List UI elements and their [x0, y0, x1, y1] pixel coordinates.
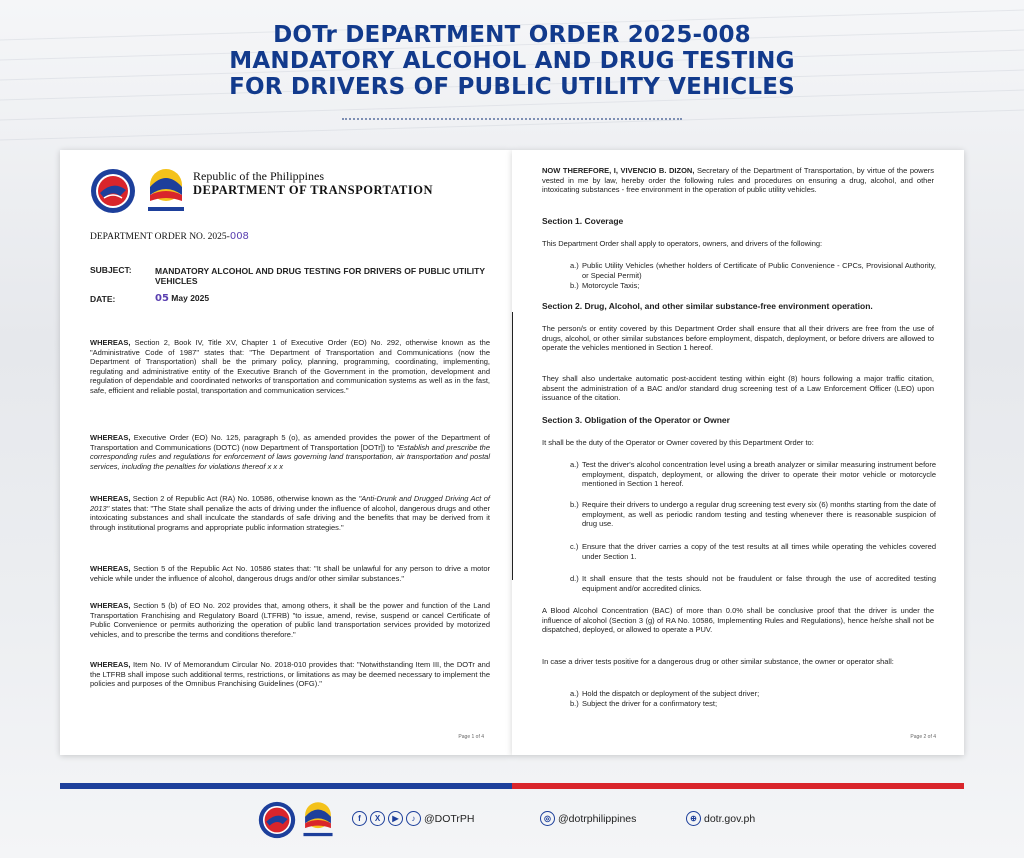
whereas-paragraph-4 [90, 564, 490, 583]
document-page-2 [512, 150, 964, 755]
positive-paragraph: In case a driver tests positive for a dangerous drug or other similar substance, the owner or operator shall: [542, 657, 894, 666]
footer [0, 795, 1024, 855]
list-text: It shall ensure that the tests should not be fraudulent or false through the use of accredited testing equipment and/or accredited clinics. [582, 574, 936, 593]
order-number-value: 008 [229, 231, 249, 242]
list-text: Hold the dispatch or deployment of the subject driver; [582, 689, 760, 698]
list-label: c.) [570, 542, 579, 551]
list-label: a.) [570, 689, 579, 698]
whereas-text: Item No. IV of Memorandum Circular No. 2018-010 provides that: "Notwithstanding Item III, the DOTr and the LTFRB shall impose such additional terms, restrictions, or limitations as may be deemed necessary to implement the policies and purposes of the Omnibus Franchising Guidelines (OFG)." [90, 660, 490, 689]
document-page-1 [60, 150, 512, 755]
bagong-pilipinas-logo-icon [300, 799, 336, 841]
list-text: Motorcycle Taxis; [582, 281, 640, 290]
section-1-text: This Department Order shall apply to operators, owners, and drivers of the following: [542, 239, 823, 248]
whereas-lead: WHEREAS, [90, 564, 131, 573]
bagong-pilipinas-logo-icon [144, 165, 188, 217]
x-twitter-icon[interactable]: X [370, 811, 385, 826]
whereas-quote: "Anti-Drunk and Drugged Driving Act of 2013" [90, 494, 490, 513]
list-text: Require their drivers to undergo a regular drug screening test every six (6) months starting from the date of employment, as well as periodic random testing and testing whenever there is reasonable suspicion of drug use. [582, 500, 936, 529]
list-label: b.) [570, 500, 579, 509]
date-value [155, 294, 209, 304]
instagram-link[interactable] [540, 811, 636, 826]
section-2-title: Section 2. Drug, Alcohol, and other similar substance-free environment operation. [542, 301, 873, 311]
whereas-lead: WHEREAS, [90, 433, 131, 442]
section-3-title: Section 3. Obligation of the Operator or Owner [542, 415, 730, 425]
list-text: Test the driver's alcohol concentration level using a breath analyzer or similar measuring instrument before employment, dispatch, deployment, or allowing the driver to operate their motor vehicle or motorcycle mentioned in Section 1 hereof. [582, 460, 936, 489]
page-number: Page 1 of 4 [458, 734, 484, 741]
page-spine-line [512, 312, 513, 580]
whereas-text-cont: states that: "The State shall penalize the acts of driving under the influence of alcohol, dangerous drugs and other intoxicating substances and shall inculcate the standards of safe driving and the benefits that may be derived from it through institutional programs and appropriate public information strategies." [90, 503, 490, 532]
instagram-handle: @dotrphilippines [558, 812, 637, 825]
list-label: d.) [570, 574, 579, 583]
title-divider [342, 118, 682, 120]
instagram-icon: ◎ [540, 811, 555, 826]
subject-text: MANDATORY ALCOHOL AND DRUG TESTING FOR DRIVERS OF PUBLIC UTILITY VEHICLES [155, 266, 485, 286]
list-label: b.) [570, 281, 579, 290]
dotrph-handle[interactable]: @DOTrPH [424, 812, 475, 825]
youtube-icon[interactable]: ▶ [388, 811, 403, 826]
whereas-quote: "Establish and prescribe the corresponding rules and regulations for enforcement of laws governing land transportation, air transportation and postal services, including the penalties for violations thereof x x x [90, 442, 490, 471]
date-label: DATE: [90, 294, 116, 304]
whereas-lead: WHEREAS, [90, 494, 131, 503]
whereas-text: Section 2 of Republic Act (RA) No. 10586, otherwise known as the [130, 494, 359, 503]
date-month-year: May 2025 [171, 293, 210, 303]
whereas-text: Executive Order (EO) No. 125, paragraph 5 (o), as amended provides the power of the Department of Transportation and Communications (DOTC) (now Department of Transportation [DOTr]) to [90, 433, 490, 452]
whereas-lead: WHEREAS, [90, 660, 131, 669]
whereas-paragraph-2 [90, 433, 490, 471]
order-number-label: DEPARTMENT ORDER NO. 2025- [90, 232, 230, 242]
title-line-1: DOTr DEPARTMENT ORDER 2025-008 [273, 22, 751, 48]
whereas-text: Section 5 of the Republic Act No. 10586 states that: "It shall be unlawful for any person to drive a motor vehicle while under the influence of alcohol, dangerous drugs and/or other similar substances." [90, 564, 490, 583]
dotr-seal-icon [258, 801, 296, 839]
whereas-paragraph-3 [90, 494, 490, 532]
list-text: Public Utility Vehicles (whether holders of Certificate of Public Convenience - CPCs, Provisional Authority, or Special Permit) [582, 261, 936, 280]
list-text: Ensure that the driver carries a copy of the test results at all times while operating the vehicles covered under Section 1. [582, 542, 936, 561]
whereas-paragraph-6 [90, 660, 490, 689]
whereas-lead: WHEREAS, [90, 601, 131, 610]
dotr-seal-icon [90, 168, 136, 214]
tiktok-icon[interactable]: ♪ [406, 811, 421, 826]
republic-label: Republic of the Philippines [193, 169, 324, 183]
footer-bar-blue [60, 783, 512, 789]
whereas-paragraph-1 [90, 338, 490, 396]
list-label: a.) [570, 261, 579, 270]
list-label: b.) [570, 699, 579, 708]
page-number: Page 2 of 4 [910, 734, 936, 741]
website-link[interactable] [686, 811, 755, 826]
bac-paragraph: A Blood Alcohol Concentration (BAC) of more than 0.0% shall be conclusive proof that the driver is under the influence of alcohol (Section 3 (g) of RA No. 10586, Implementing Rules and Regulations), hence he/she shall not be dispatched, deployed, or allowed to operate a PUV. [542, 606, 934, 635]
section-2-paragraph-2: They shall also undertake automatic post-accident testing within eight (8) hours following a major traffic citation, absent the administration of a BAC and/or standard drug screening test of a Law Enforcement Officer (LEO) upon issuance of the citation. [542, 374, 934, 403]
list-label: a.) [570, 460, 579, 469]
social-links [352, 811, 475, 826]
date-day: 05 [155, 293, 169, 304]
page-title [0, 22, 1024, 100]
order-number [90, 232, 249, 243]
whereas-text: Section 5 (b) of EO No. 202 provides that, among others, it shall be the power and function of the Land Transportation Franchising and Regulatory Board (LTFRB) "to issue, amend, revise, suspend or cancel Certificate of Public Convenience or permits authorizing the operation of public land transportation services provided by motorized vehicles, and to prescribe the terms and conditions therefore." [90, 601, 490, 639]
now-therefore-paragraph [542, 166, 934, 195]
now-therefore-lead: NOW THEREFORE, I, VIVENCIO B. DIZON, [542, 166, 695, 175]
footer-bar-red [512, 783, 964, 789]
title-line-2: MANDATORY ALCOHOL AND DRUG TESTING [229, 48, 795, 74]
subject-label: SUBJECT: [90, 265, 132, 275]
section-3-text: It shall be the duty of the Operator or Owner covered by this Department Order to: [542, 438, 814, 447]
website-url: dotr.gov.ph [704, 812, 756, 825]
globe-icon: ⊕ [686, 811, 701, 826]
section-1-title: Section 1. Coverage [542, 216, 624, 226]
whereas-text: Section 2, Book IV, Title XV, Chapter 1 of Executive Order (EO) No. 292, otherwise known as the "Administrative Code of 1987" states that: "The Department of Transportation and Communications (now the Department of Transportation) shall be the primary policy, planning, programming, coordinating, implementing, regulating and administrative entity of the Executive Branch of the Government in the promotion, development and regulation of dependable and coordinated networks of transportation and communication systems as well as in the fast, safe, efficient and reliable postal, transportation and communication services." [90, 338, 490, 395]
department-label: DEPARTMENT OF TRANSPORTATION [193, 183, 433, 197]
whereas-lead: WHEREAS, [90, 338, 131, 347]
title-line-3: FOR DRIVERS OF PUBLIC UTILITY VEHICLES [229, 74, 795, 100]
list-text: Subject the driver for a confirmatory test; [582, 699, 718, 708]
whereas-paragraph-5 [90, 601, 490, 639]
section-2-paragraph-1: The person/s or entity covered by this Department Order shall ensure that all their drivers are free from the use of drugs, alcohol, or other similar substances before employment, dispatch, deployment, or before drivers are allowed to operate the vehicles mentioned in Section 1 hereof. [542, 324, 934, 353]
facebook-icon[interactable]: f [352, 811, 367, 826]
now-therefore-text: Secretary of the Department of Transportation, by virtue of the powers vested in me by law, hereby order the following rules and procedures on ensuring a drug, alcohol, and other intoxicating substances - free environment in the operation of public utility vehicles. [542, 166, 934, 195]
